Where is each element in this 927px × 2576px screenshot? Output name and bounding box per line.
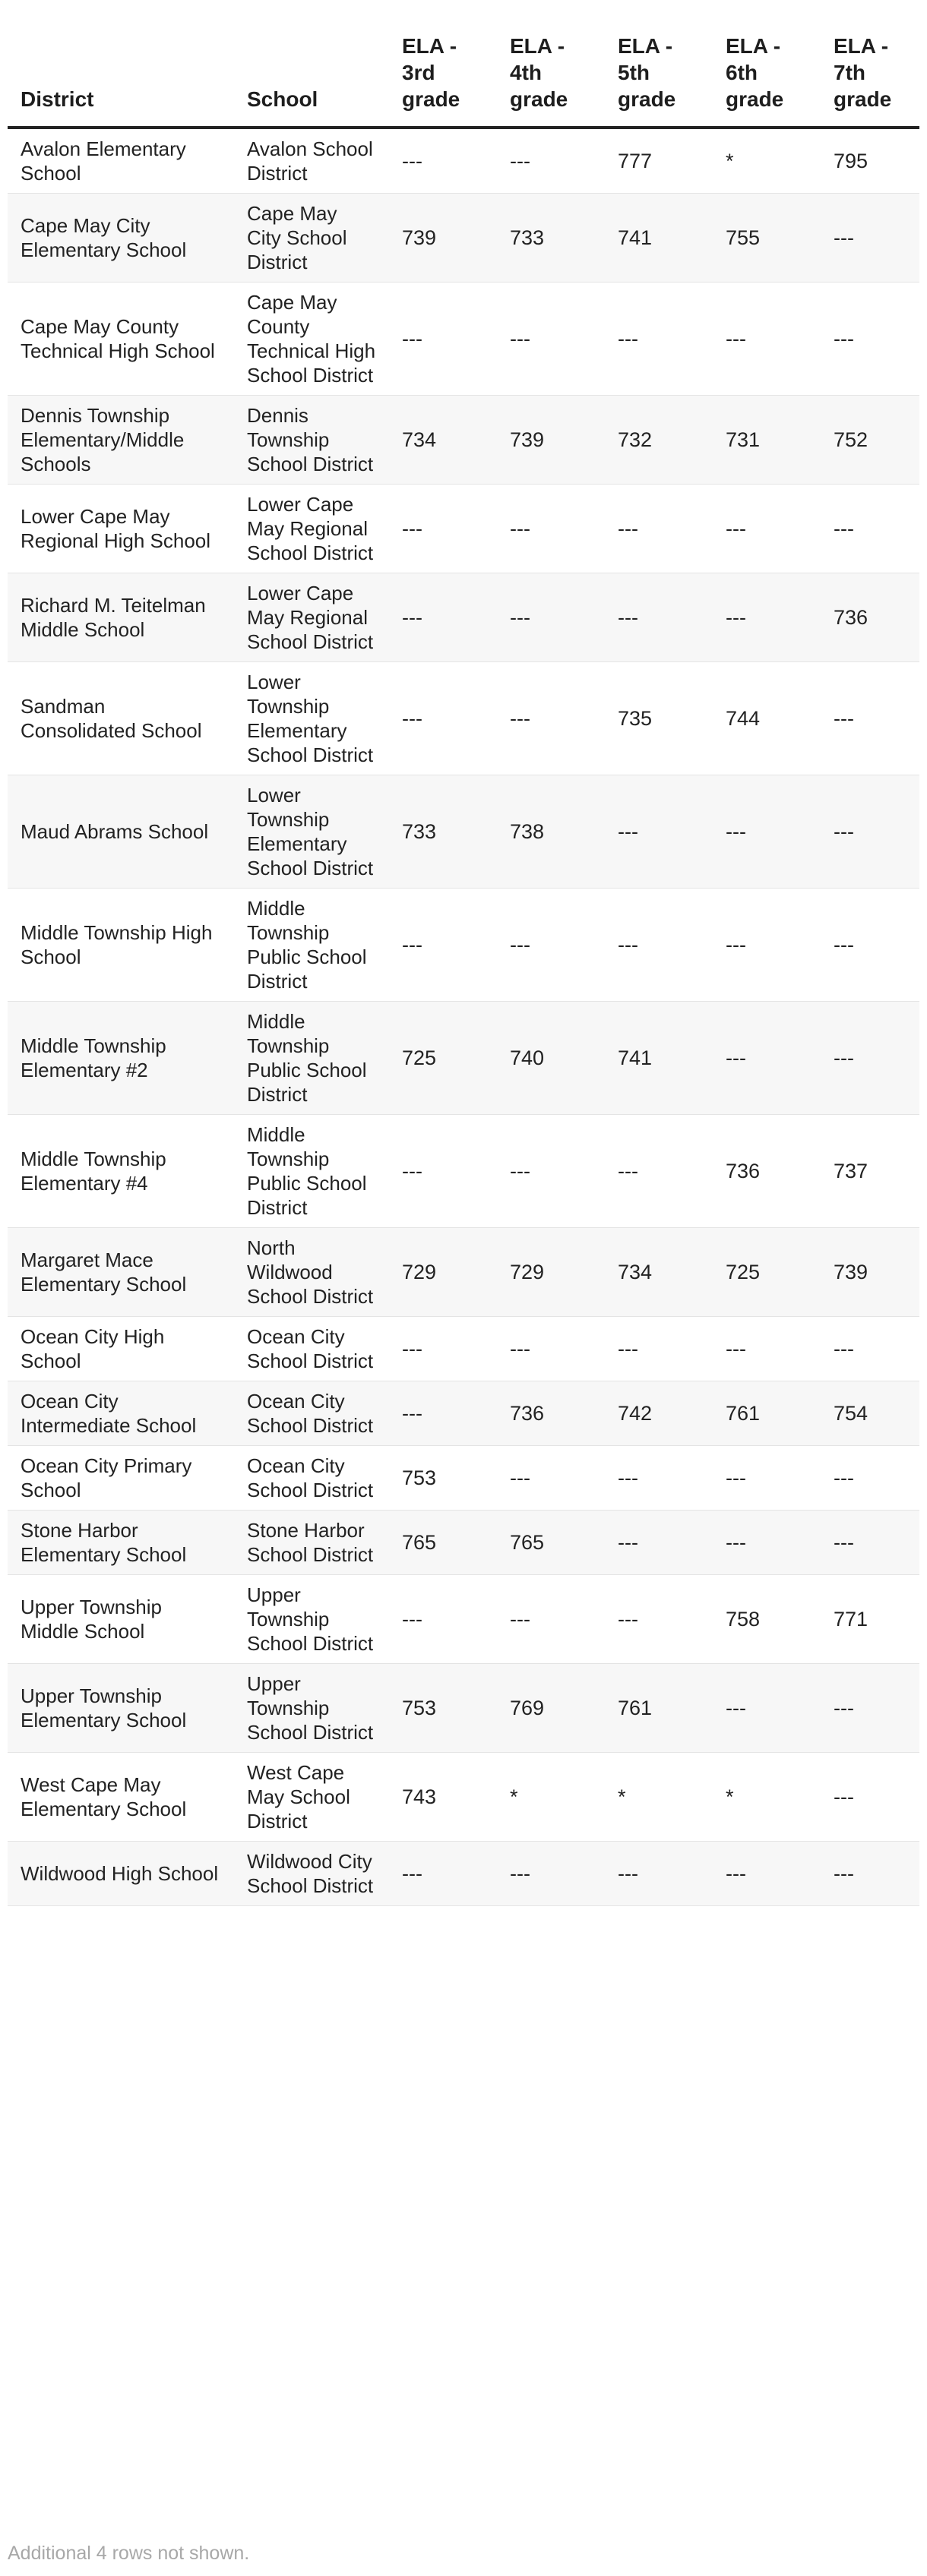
table-row: [8, 889, 919, 1002]
school-cell: Upper Township School District: [234, 1575, 389, 1664]
school-cell: Middle Township Public School District: [234, 889, 389, 1002]
score-cell: 753: [389, 1446, 497, 1511]
score-cell: 725: [389, 1002, 497, 1115]
school-cell: North Wildwood School District: [234, 1228, 389, 1317]
table-row: [8, 1664, 919, 1753]
column-header: ELA - 7th grade: [821, 0, 919, 128]
school-cell: West Cape May School District: [234, 1753, 389, 1842]
school-cell: Ocean City School District: [234, 1381, 389, 1446]
score-cell: ---: [605, 1446, 713, 1511]
score-cell: 777: [605, 128, 713, 194]
score-cell: 765: [389, 1511, 497, 1575]
data-table: [8, 0, 919, 1906]
score-cell: ---: [497, 1115, 605, 1228]
score-cell: 736: [497, 1381, 605, 1446]
score-cell: *: [713, 1753, 821, 1842]
score-cell: ---: [713, 1842, 821, 1906]
school-cell: Avalon School District: [234, 128, 389, 194]
score-cell: *: [497, 1753, 605, 1842]
table-row: [8, 1511, 919, 1575]
score-cell: 752: [821, 396, 919, 485]
score-cell: ---: [389, 889, 497, 1002]
column-header: ELA - 6th grade: [713, 0, 821, 128]
score-cell: ---: [713, 1002, 821, 1115]
district-cell: Upper Township Middle School: [8, 1575, 234, 1664]
footnote: Additional 4 rows not shown.: [8, 2543, 250, 2564]
table-body: [8, 128, 919, 1906]
school-cell: Lower Township Elementary School District: [234, 775, 389, 889]
district-cell: Maud Abrams School: [8, 775, 234, 889]
score-cell: 733: [389, 775, 497, 889]
score-cell: *: [605, 1753, 713, 1842]
score-cell: ---: [713, 1664, 821, 1753]
score-cell: ---: [713, 775, 821, 889]
score-cell: 736: [821, 573, 919, 662]
score-cell: ---: [605, 1511, 713, 1575]
score-cell: ---: [713, 1317, 821, 1381]
table-row: [8, 396, 919, 485]
score-cell: ---: [821, 1317, 919, 1381]
table-row: [8, 1317, 919, 1381]
table-header-row: [8, 0, 919, 128]
score-cell: ---: [821, 1753, 919, 1842]
school-cell: Lower Township Elementary School District: [234, 662, 389, 775]
district-cell: West Cape May Elementary School: [8, 1753, 234, 1842]
district-cell: Cape May City Elementary School: [8, 194, 234, 283]
district-cell: Richard M. Teitelman Middle School: [8, 573, 234, 662]
score-cell: ---: [713, 1511, 821, 1575]
score-cell: ---: [497, 662, 605, 775]
district-cell: Stone Harbor Elementary School: [8, 1511, 234, 1575]
score-cell: 729: [389, 1228, 497, 1317]
school-cell: Cape May County Technical High School District: [234, 283, 389, 396]
school-cell: Upper Township School District: [234, 1664, 389, 1753]
score-cell: ---: [497, 283, 605, 396]
score-cell: ---: [497, 1842, 605, 1906]
score-cell: ---: [605, 1575, 713, 1664]
score-cell: ---: [389, 1575, 497, 1664]
score-cell: ---: [389, 662, 497, 775]
school-cell: Ocean City School District: [234, 1317, 389, 1381]
score-cell: ---: [605, 283, 713, 396]
score-cell: 733: [497, 194, 605, 283]
district-cell: Upper Township Elementary School: [8, 1664, 234, 1753]
score-cell: ---: [821, 775, 919, 889]
score-cell: ---: [821, 194, 919, 283]
score-cell: *: [713, 128, 821, 194]
score-cell: ---: [713, 485, 821, 573]
score-cell: 734: [605, 1228, 713, 1317]
school-cell: Ocean City School District: [234, 1446, 389, 1511]
score-cell: ---: [713, 889, 821, 1002]
score-cell: 737: [821, 1115, 919, 1228]
score-cell: 761: [713, 1381, 821, 1446]
score-cell: ---: [389, 128, 497, 194]
score-cell: ---: [605, 573, 713, 662]
column-header: ELA - 4th grade: [497, 0, 605, 128]
table-row: [8, 1115, 919, 1228]
score-cell: ---: [821, 1446, 919, 1511]
score-cell: 744: [713, 662, 821, 775]
table-row: [8, 1002, 919, 1115]
score-cell: 739: [497, 396, 605, 485]
score-cell: ---: [389, 1381, 497, 1446]
score-cell: 769: [497, 1664, 605, 1753]
score-cell: 725: [713, 1228, 821, 1317]
table-row: [8, 662, 919, 775]
table-row: [8, 1228, 919, 1317]
school-cell: Dennis Township School District: [234, 396, 389, 485]
score-cell: ---: [389, 573, 497, 662]
score-cell: 754: [821, 1381, 919, 1446]
table-row: [8, 1753, 919, 1842]
school-cell: Cape May City School District: [234, 194, 389, 283]
score-cell: 739: [389, 194, 497, 283]
school-cell: Lower Cape May Regional School District: [234, 485, 389, 573]
score-cell: 732: [605, 396, 713, 485]
score-cell: ---: [497, 573, 605, 662]
score-cell: 771: [821, 1575, 919, 1664]
score-cell: 741: [605, 1002, 713, 1115]
school-cell: Middle Township Public School District: [234, 1115, 389, 1228]
score-cell: 742: [605, 1381, 713, 1446]
district-cell: Middle Township Elementary #2: [8, 1002, 234, 1115]
score-cell: 731: [713, 396, 821, 485]
school-cell: Stone Harbor School District: [234, 1511, 389, 1575]
score-cell: ---: [497, 889, 605, 1002]
score-cell: ---: [713, 573, 821, 662]
school-cell: Lower Cape May Regional School District: [234, 573, 389, 662]
score-cell: ---: [605, 1842, 713, 1906]
score-cell: ---: [605, 1115, 713, 1228]
score-cell: 735: [605, 662, 713, 775]
score-cell: ---: [389, 1842, 497, 1906]
score-cell: ---: [821, 1842, 919, 1906]
score-cell: ---: [497, 485, 605, 573]
score-cell: ---: [497, 1317, 605, 1381]
column-header: District: [8, 0, 234, 128]
score-cell: 761: [605, 1664, 713, 1753]
column-header: ELA - 5th grade: [605, 0, 713, 128]
score-cell: ---: [713, 1446, 821, 1511]
score-cell: ---: [713, 283, 821, 396]
district-cell: Middle Township High School: [8, 889, 234, 1002]
score-cell: ---: [821, 889, 919, 1002]
district-cell: Lower Cape May Regional High School: [8, 485, 234, 573]
score-cell: 738: [497, 775, 605, 889]
score-cell: ---: [605, 1317, 713, 1381]
district-cell: Wildwood High School: [8, 1842, 234, 1906]
score-cell: 755: [713, 194, 821, 283]
district-cell: Ocean City Primary School: [8, 1446, 234, 1511]
district-cell: Middle Township Elementary #4: [8, 1115, 234, 1228]
score-cell: 741: [605, 194, 713, 283]
score-cell: ---: [821, 1002, 919, 1115]
score-cell: 758: [713, 1575, 821, 1664]
table-row: [8, 283, 919, 396]
table-row: [8, 1575, 919, 1664]
school-cell: Middle Township Public School District: [234, 1002, 389, 1115]
district-cell: Margaret Mace Elementary School: [8, 1228, 234, 1317]
score-cell: 729: [497, 1228, 605, 1317]
score-cell: ---: [389, 1317, 497, 1381]
score-cell: 734: [389, 396, 497, 485]
score-cell: ---: [821, 283, 919, 396]
district-cell: Sandman Consolidated School: [8, 662, 234, 775]
score-cell: ---: [497, 128, 605, 194]
district-cell: Cape May County Technical High School: [8, 283, 234, 396]
score-cell: ---: [605, 485, 713, 573]
district-cell: Avalon Elementary School: [8, 128, 234, 194]
column-header: ELA - 3rd grade: [389, 0, 497, 128]
table-row: [8, 194, 919, 283]
district-cell: Dennis Township Elementary/Middle Schools: [8, 396, 234, 485]
table-row: [8, 1446, 919, 1511]
score-cell: ---: [821, 1664, 919, 1753]
score-cell: ---: [497, 1575, 605, 1664]
score-cell: 739: [821, 1228, 919, 1317]
table-row: [8, 1842, 919, 1906]
table-row: [8, 775, 919, 889]
score-cell: 743: [389, 1753, 497, 1842]
score-cell: ---: [605, 889, 713, 1002]
column-header: School: [234, 0, 389, 128]
score-cell: 736: [713, 1115, 821, 1228]
district-cell: Ocean City High School: [8, 1317, 234, 1381]
table-row: [8, 573, 919, 662]
score-cell: ---: [821, 662, 919, 775]
score-cell: ---: [821, 1511, 919, 1575]
score-cell: ---: [821, 485, 919, 573]
district-cell: Ocean City Intermediate School: [8, 1381, 234, 1446]
school-cell: Wildwood City School District: [234, 1842, 389, 1906]
score-cell: ---: [389, 1115, 497, 1228]
score-cell: 753: [389, 1664, 497, 1753]
score-cell: ---: [605, 775, 713, 889]
table-row: [8, 1381, 919, 1446]
table-row: [8, 128, 919, 194]
table-row: [8, 485, 919, 573]
score-cell: 740: [497, 1002, 605, 1115]
data-table-container: [8, 0, 919, 1906]
score-cell: ---: [389, 283, 497, 396]
score-cell: 765: [497, 1511, 605, 1575]
score-cell: ---: [497, 1446, 605, 1511]
score-cell: 795: [821, 128, 919, 194]
score-cell: ---: [389, 485, 497, 573]
